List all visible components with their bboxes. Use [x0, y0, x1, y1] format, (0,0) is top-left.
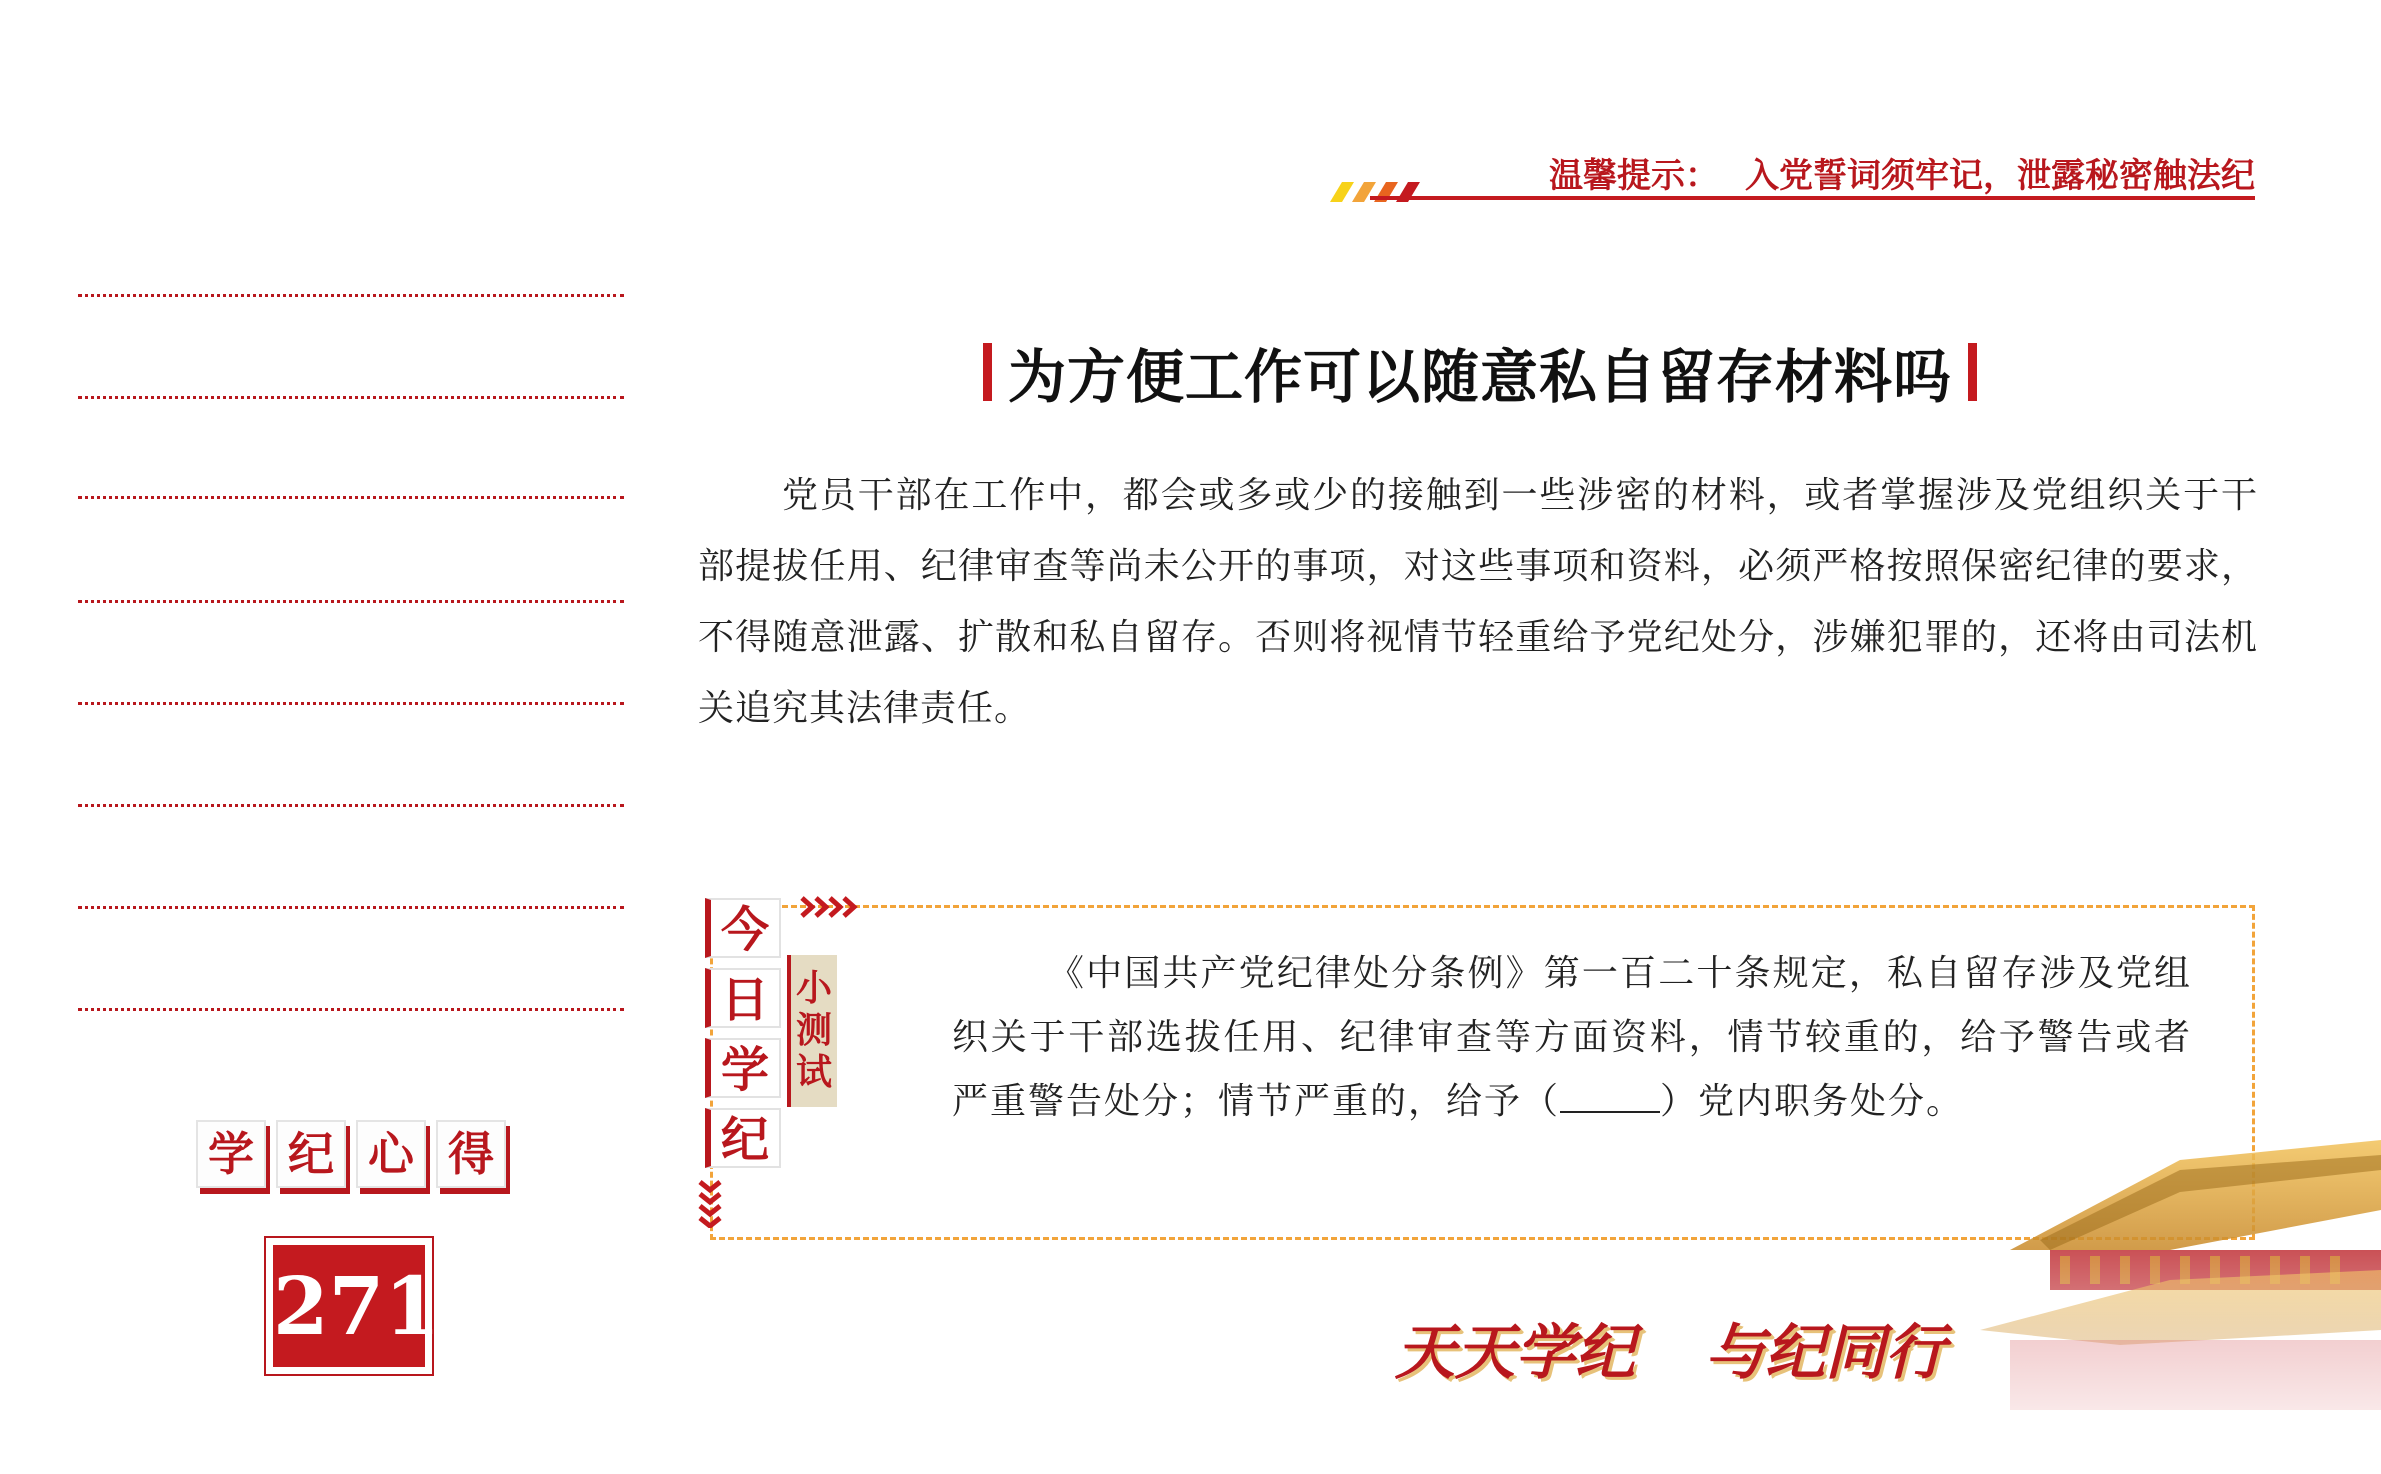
page-number: 271: [273, 1245, 425, 1367]
note-line: [78, 702, 624, 705]
title-bar-left: [983, 343, 992, 401]
quiz-tag-char: 试: [795, 1052, 832, 1093]
note-line: [78, 804, 624, 807]
note-line: [78, 294, 624, 297]
quiz-text-after: ）党内职务处分。: [1660, 1081, 1965, 1122]
slogan-part: 与纪同行: [1705, 1318, 1945, 1388]
quiz-label-char: 今: [705, 898, 781, 958]
quiz-tag: [787, 955, 837, 1107]
quiz-tag-char: 测: [795, 1010, 832, 1051]
slogan: [1395, 1305, 1945, 1391]
badge-char: 学: [196, 1120, 266, 1188]
chevrons-right-icon: [800, 894, 864, 920]
tip-banner: [1330, 142, 2255, 200]
badge-char: 纪: [276, 1120, 346, 1188]
note-line: [78, 496, 624, 499]
note-line: [78, 1008, 624, 1011]
note-line: [78, 906, 624, 909]
note-line: [78, 600, 624, 603]
note-line: [78, 396, 624, 399]
chevrons-down-icon: [696, 1180, 724, 1228]
tip-message: 入党誓词须牢记，泄露秘密触法纪: [1745, 156, 2255, 196]
gate-tower-illustration: [1920, 1100, 2381, 1474]
study-notes-badge: [196, 1120, 516, 1192]
title-text: 为方便工作可以随意私自留存材料吗: [1007, 343, 1952, 411]
quiz-label-char: 学: [705, 1038, 781, 1098]
quiz-text-before: 《中国共产党纪律处分条例》第一百二十条规定，私自留存涉及党组织关于干部选拔任用、纪律审查等方面资料，情节较重的，给予警告或者严重警告处分；情节严重的，给予（: [952, 953, 2192, 1122]
article-body: 党员干部在工作中，都会或多或少的接触到一些涉密的材料，或者掌握涉及党组织关于干部提拔任用、纪律审查等尚未公开的事项，对这些事项和资料，必须严格按照保密纪律的要求，不得随意泄露、扩散和私自留存。否则将视情节轻重给予党纪处分，涉嫌犯罪的，还将由司法机关追究其法律责任。: [698, 475, 2258, 729]
badge-char: 得: [436, 1120, 506, 1188]
tip-text: [1549, 148, 2255, 197]
slogan-part: 天天学纪: [1395, 1318, 1635, 1388]
quiz-label-char: 日: [705, 968, 781, 1028]
article-title: [700, 330, 2260, 414]
tip-label: 温馨提示：: [1549, 156, 1719, 196]
quiz-blank: [1560, 1081, 1660, 1113]
quiz-label-char: 纪: [705, 1108, 781, 1168]
badge-char: 心: [356, 1120, 426, 1188]
quiz-tag-char: 小: [795, 968, 832, 1009]
title-bar-right: [1968, 343, 1977, 401]
page-number-box: [264, 1236, 440, 1376]
